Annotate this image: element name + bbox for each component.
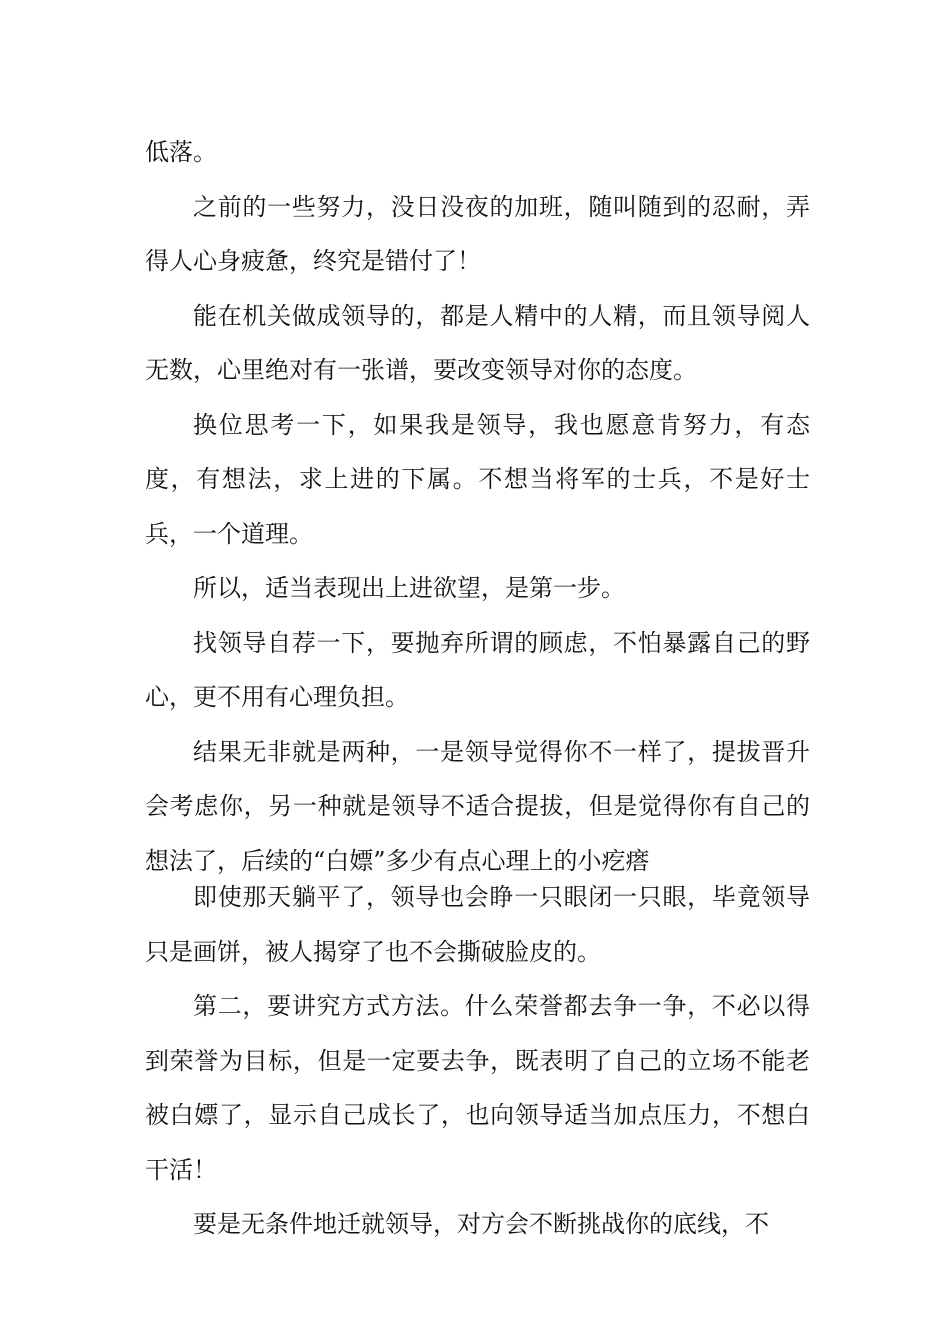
paragraph: 所以，适当表现出上进欲望，是第一步。: [193, 574, 625, 602]
paragraph: 能在机关做成领导的，都是人精中的人精，而且领导阅人无数，心里绝对有一张谱，要改变领导对你的态度。: [145, 301, 810, 384]
paragraph: 之前的一些努力，没日没夜的加班，随叫随到的忍耐，弄得人心身疲惫，终究是错付了！: [145, 192, 810, 275]
paragraph: 即使那天躺平了，领导也会睁一只眼闭一只眼，毕竟领导只是画饼，被人揭穿了也不会撕破脸皮的。: [145, 883, 810, 966]
paragraph: 换位思考一下，如果我是领导，我也愿意肯努力，有态度，有想法，求上进的下属。不想当将军的士兵，不是好士兵，一个道理。: [145, 410, 810, 548]
paragraph: 第二，要讲究方式方法。什么荣誉都去争一争，不必以得到荣誉为目标，但是一定要去争，既表明了自己的立场不能老被白嫖了，显示自己成长了，也向领导适当加点压力，不想白干活！: [145, 992, 810, 1184]
paragraph: 找领导自荐一下，要抛弃所谓的顾虑，不怕暴露自己的野心，更不用有心理负担。: [145, 628, 810, 711]
paragraph: 要是无条件地迁就领导，对方会不断挑战你的底线，不: [193, 1210, 769, 1238]
text-block-upper: [145, 125, 810, 888]
paragraph: 结果无非就是两种，一是领导觉得你不一样了，提拔晋升会考虑你，另一种就是领导不适合提拔，但是觉得你有自己的想法了，后续的“白嫖”多少有点心理上的小疙瘩: [145, 737, 810, 875]
paragraph-continued: 低落。: [145, 138, 217, 166]
text-block-lower: [145, 870, 810, 1252]
